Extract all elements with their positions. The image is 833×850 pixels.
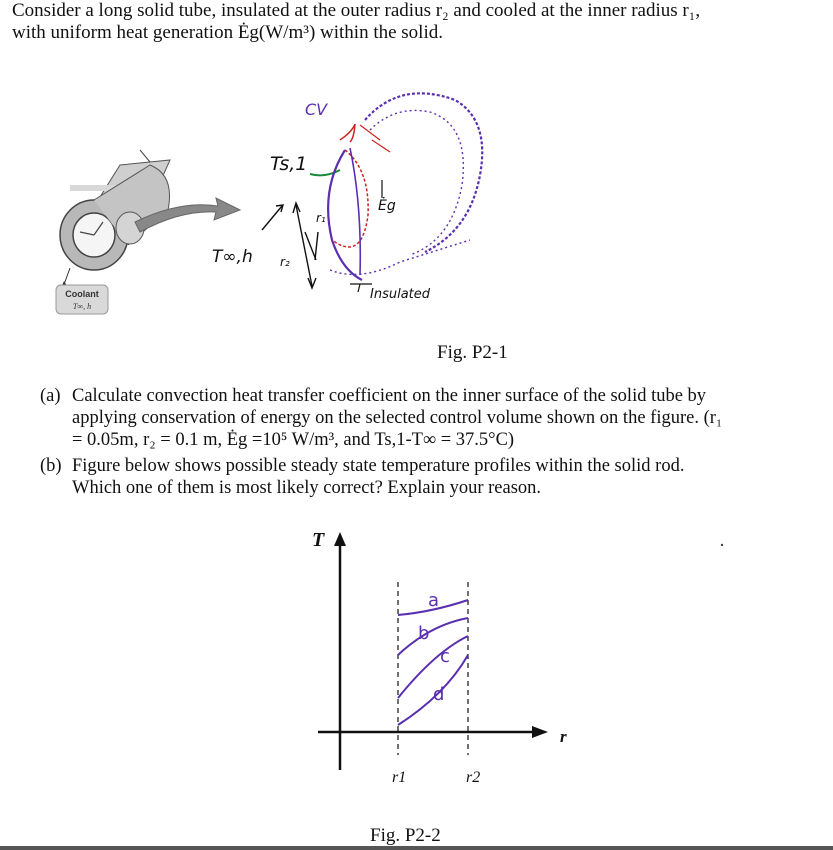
fig-p2-2-caption: Fig. P2-2 [370,825,441,846]
curve-label-b: b [418,623,430,644]
curve-label-d: d [433,684,445,705]
tick-r2: r2 [466,769,481,786]
part-b-line-2: Which one of them is most likely correct? Explain your reason. [72,478,542,498]
hand-tinf-h: T∞,h [212,247,253,267]
hand-eg: Ėg [378,198,396,214]
coolant-sub: T∞, h [72,302,92,311]
hand-r2: r₂ [280,255,290,269]
curve-label-c: c [440,646,450,667]
stray-dot [721,544,723,546]
part-a-line-3: = 0.05m, r₂ = 0.1 m, Ėg =10⁵ W/m³, and Ts,1-T∞ = 37.5°C) [72,430,515,450]
problem-line-2: with uniform heat generation Ėg(W/m³) within the solid. [12,22,443,43]
coolant-box [56,285,108,314]
part-a-line-2: applying conservation of energy on the selected control volume shown on the figure. (r₁ [72,408,723,428]
part-a-line-1: Calculate convection heat transfer coefficient on the inner surface of the solid tube by [72,386,707,406]
part-b-line-1: Figure below shows possible steady state temperature profiles within the solid rod. [72,456,685,476]
curve-label-a: a [428,590,440,611]
page-bottom-edge [0,846,833,850]
part-a [40,385,820,455]
part-b-label: (b) [40,456,62,476]
figure-p2-1 [0,0,833,340]
x-axis-arrow [532,726,548,738]
part-b [40,455,820,501]
hand-r1: r₁ [316,211,326,225]
coolant-label: Coolant [65,289,99,299]
hand-insulated: Insulated [370,287,431,302]
tick-r1: r1 [392,769,407,786]
x-axis-label: r [560,727,567,746]
control-volume-sketch [305,93,482,302]
figure-p2-2 [0,520,833,850]
fig-p2-1-caption: Fig. P2-1 [437,342,508,363]
y-axis-arrow [334,532,346,546]
problem-line-1: Consider a long solid tube, insulated at the outer radius r₂ and cooled at the inner radius r₁, [12,0,701,21]
hand-ts1: Ts,1 [270,153,308,175]
y-axis-label: T [312,529,325,551]
curve-b [398,618,468,655]
part-a-label: (a) [40,386,61,406]
hand-cv: CV [305,100,328,119]
